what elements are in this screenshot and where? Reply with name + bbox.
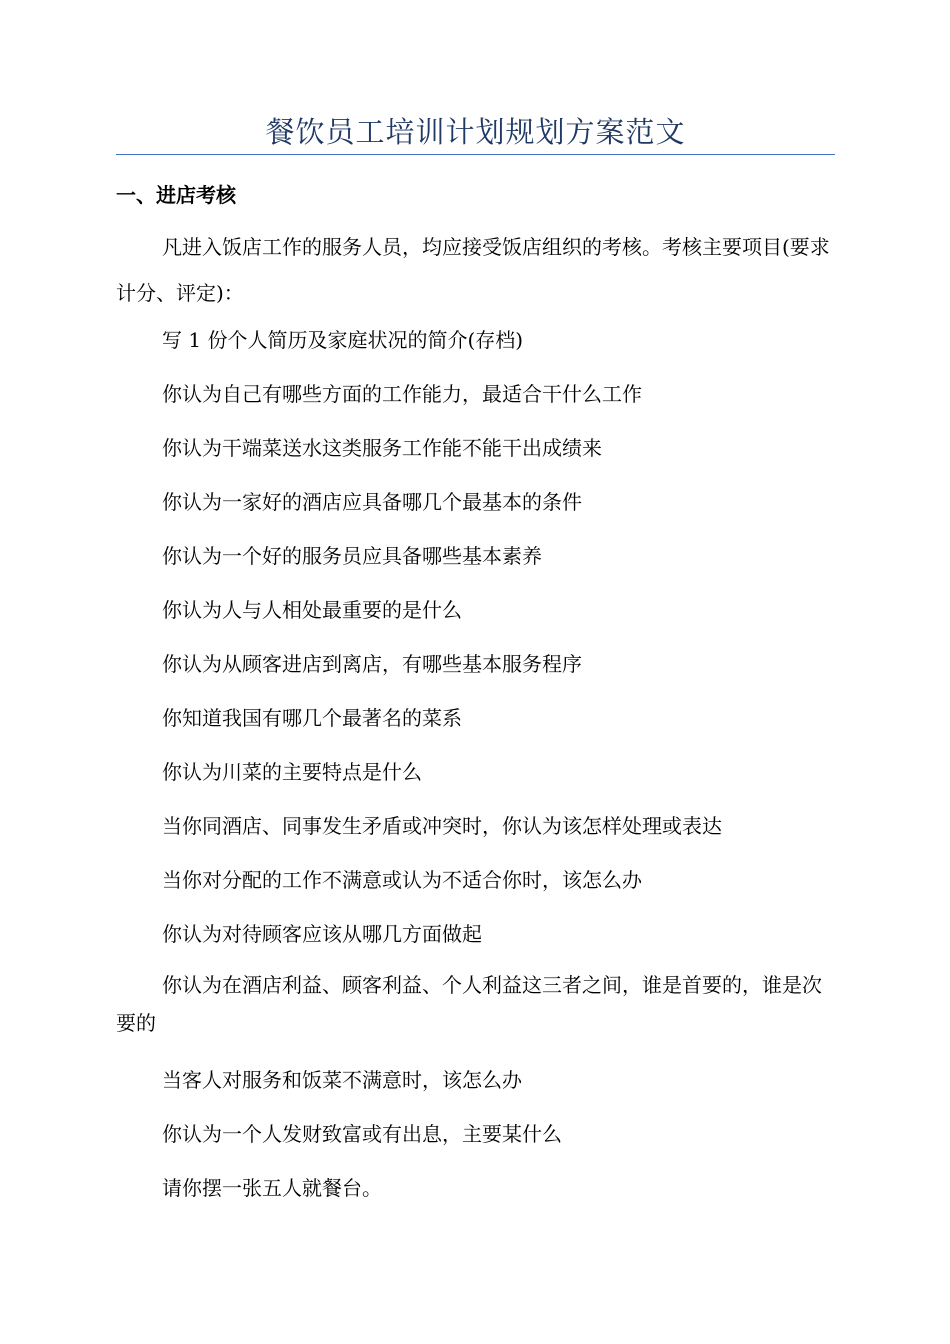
list-item: 写 1 份个人简历及家庭状况的简介(存档) — [162, 328, 524, 352]
list-item: 你认为一个人发财致富或有出息，主要某什么 — [162, 1122, 562, 1146]
list-item: 你认为人与人相处最重要的是什么 — [162, 598, 462, 622]
list-item: 请你摆一张五人就餐台。 — [162, 1176, 382, 1200]
title-underline — [116, 154, 835, 155]
list-item: 你认为川菜的主要特点是什么 — [162, 760, 422, 784]
section-heading: 一、进店考核 — [116, 183, 236, 207]
list-item: 你认为从顾客进店到离店，有哪些基本服务程序 — [162, 652, 582, 676]
list-item: 你认为自己有哪些方面的工作能力，最适合干什么工作 — [162, 382, 642, 406]
list-item: 当你对分配的工作不满意或认为不适合你时，该怎么办 — [162, 868, 642, 892]
list-item: 当客人对服务和饭菜不满意时，该怎么办 — [162, 1068, 522, 1092]
list-item: 你知道我国有哪几个最著名的菜系 — [162, 706, 462, 730]
intro-paragraph: 凡进入饭店工作的服务人员，均应接受饭店组织的考核。考核主要项目(要求计分、评定)： — [116, 235, 830, 305]
list-item-wrapped: 你认为在酒店利益、顾客利益、个人利益这三者之间，谁是首要的，谁是次要的 — [116, 973, 822, 1035]
list-item: 你认为对待顾客应该从哪几方面做起 — [162, 922, 482, 946]
list-item: 当你同酒店、同事发生矛盾或冲突时，你认为该怎样处理或表达 — [162, 814, 722, 838]
list-item: 你认为一家好的酒店应具备哪几个最基本的条件 — [162, 490, 582, 514]
document-title: 餐饮员工培训计划规划方案范文 — [265, 115, 686, 149]
list-item: 你认为干端菜送水这类服务工作能不能干出成绩来 — [162, 436, 602, 460]
list-item: 你认为一个好的服务员应具备哪些基本素养 — [162, 544, 542, 568]
